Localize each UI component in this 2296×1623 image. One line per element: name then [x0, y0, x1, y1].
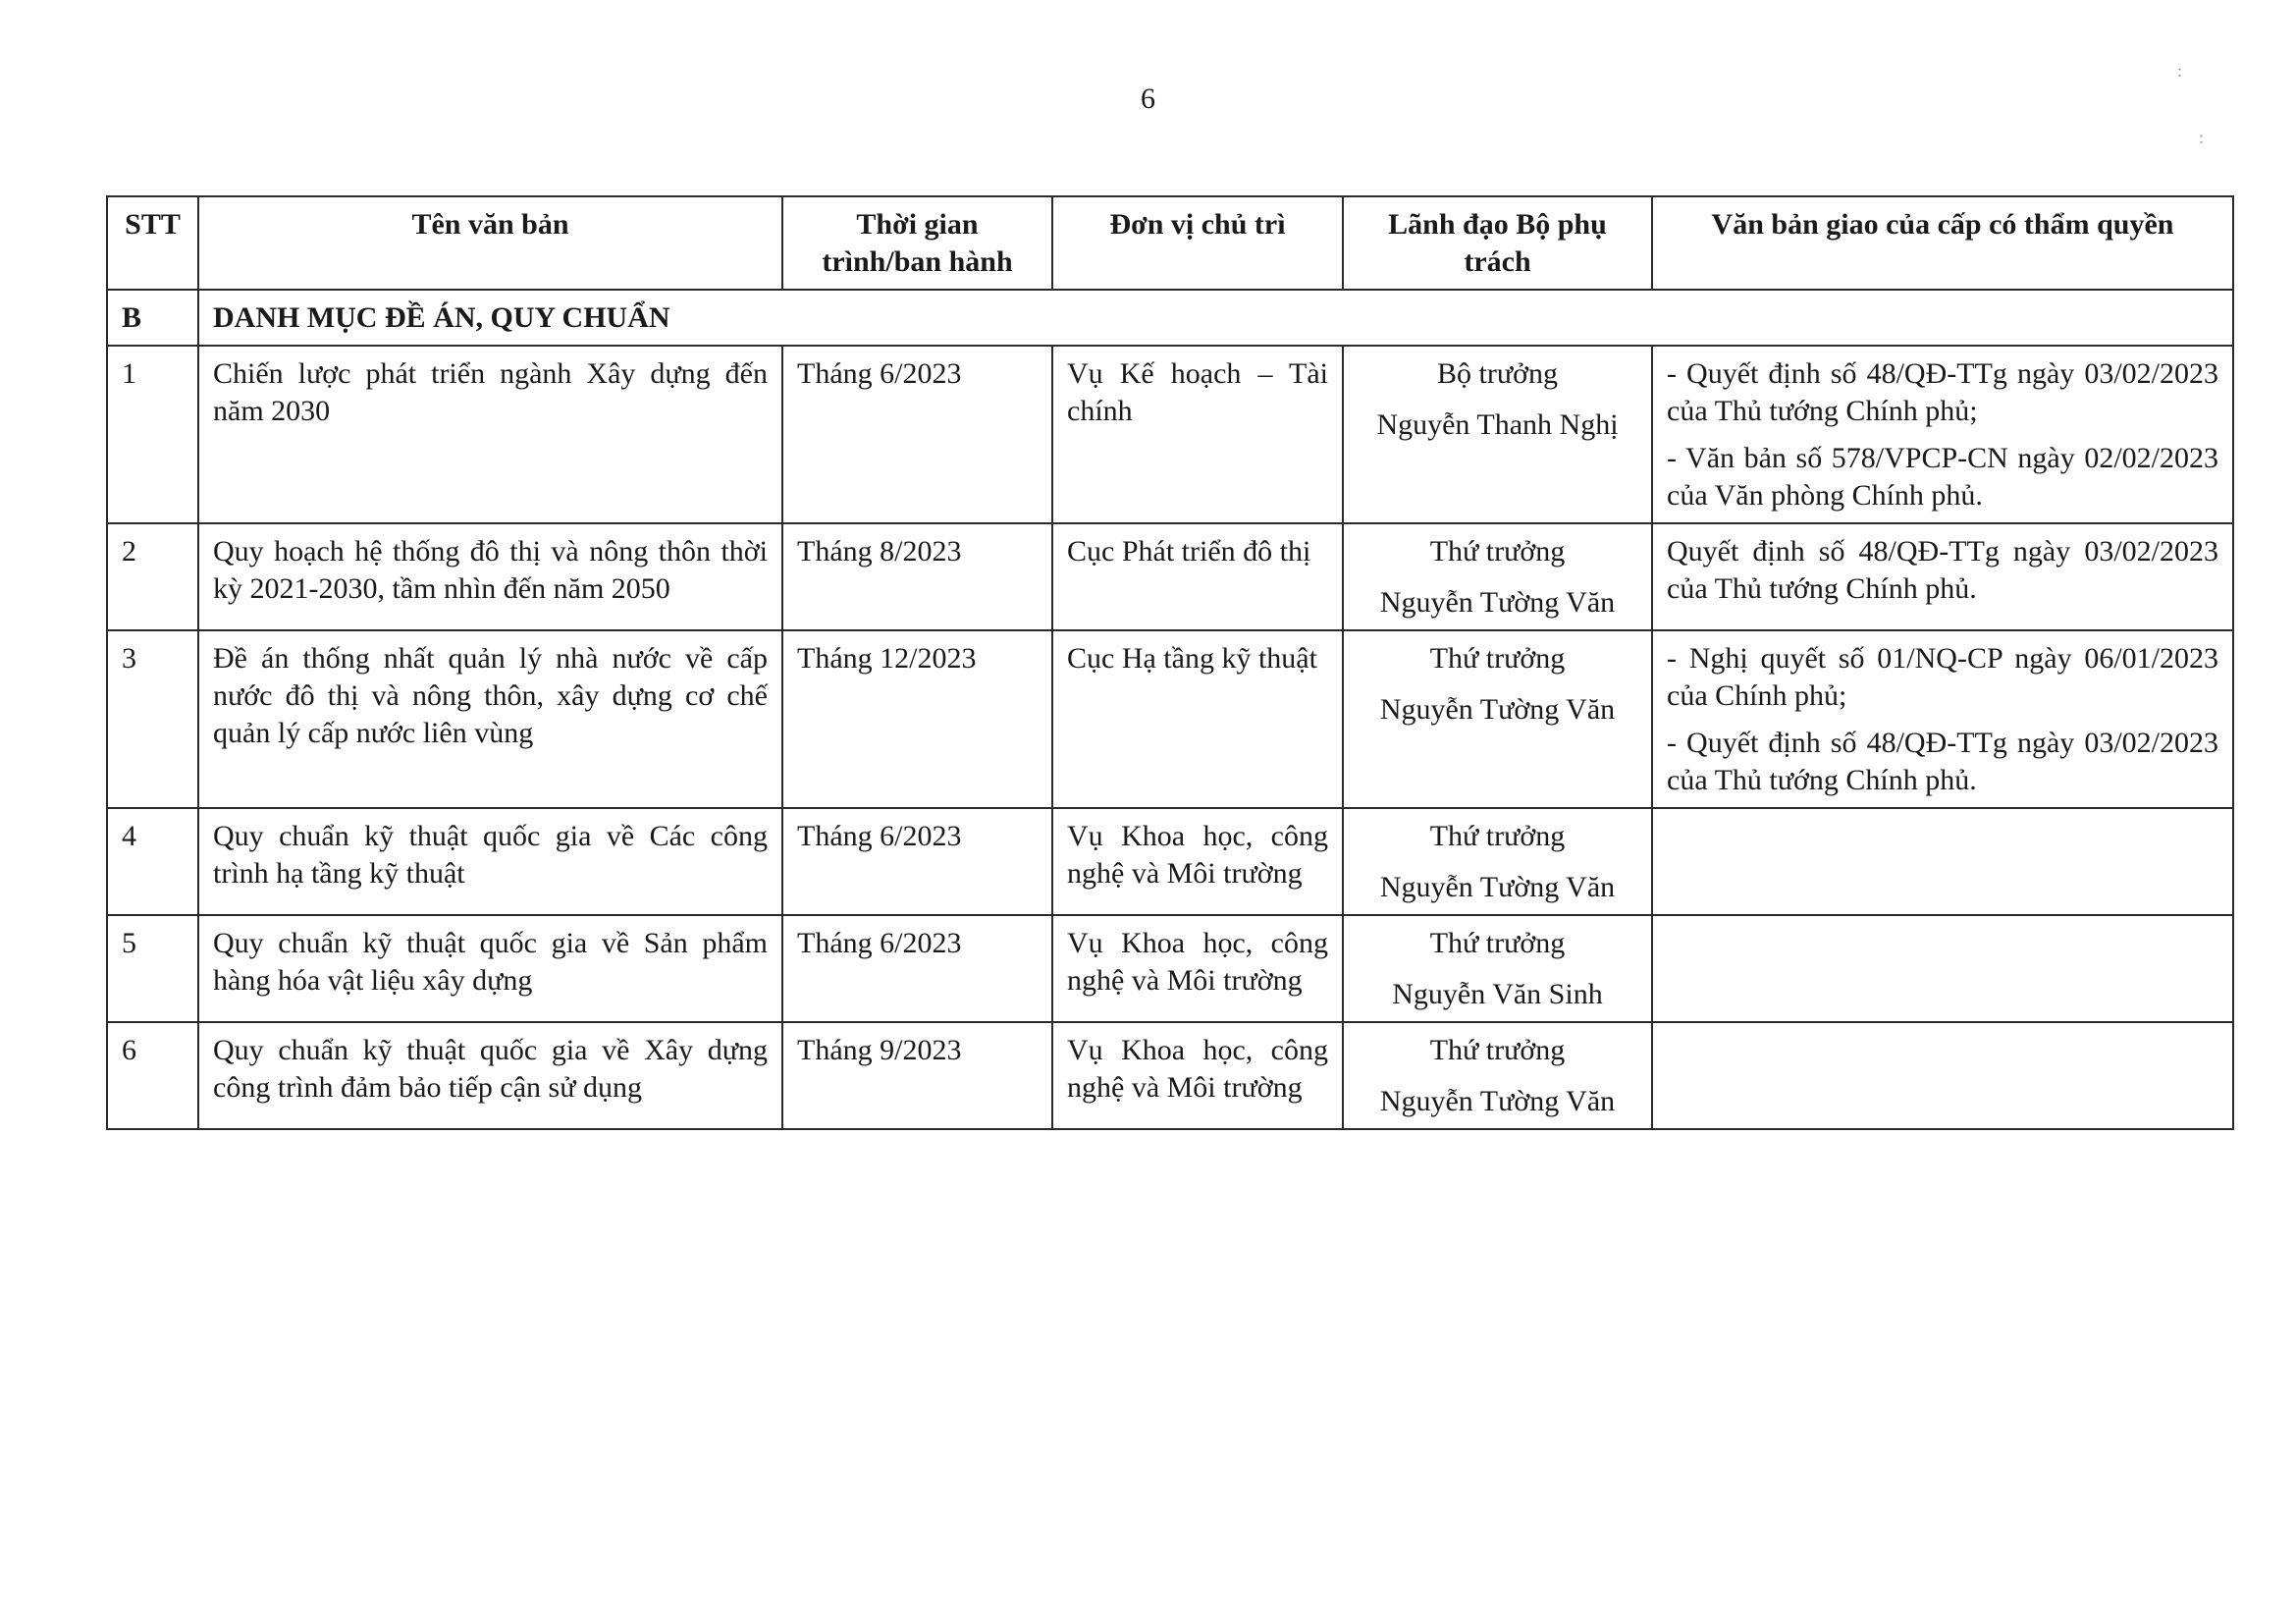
- table-header-row: [107, 196, 2233, 290]
- row-lead: [1343, 523, 1652, 630]
- row-stt: 4: [107, 808, 198, 915]
- reference-item: Quyết định số 48/QĐ-TTg ngày 03/02/2023 của Thủ tướng Chính phủ.: [1667, 535, 2218, 605]
- row-time: Tháng 8/2023: [782, 523, 1052, 630]
- table-row: [107, 523, 2233, 630]
- header-name: Tên văn bản: [198, 196, 782, 290]
- row-unit: Vụ Kế hoạch – Tài chính: [1052, 346, 1343, 523]
- table-row: [107, 915, 2233, 1022]
- row-time: Tháng 6/2023: [782, 915, 1052, 1022]
- row-name: Quy chuẩn kỹ thuật quốc gia về Các công trình hạ tầng kỹ thuật: [198, 808, 782, 915]
- lead-title: Thứ trưởng: [1429, 820, 1566, 852]
- row-lead: [1343, 808, 1652, 915]
- lead-name: Nguyễn Tường Văn: [1379, 586, 1616, 619]
- row-stt: 2: [107, 523, 198, 630]
- table-row: [107, 630, 2233, 808]
- table-row: [107, 808, 2233, 915]
- lead-title: Thứ trưởng: [1429, 1034, 1566, 1066]
- lead-name: Nguyễn Thanh Nghị: [1376, 408, 1619, 441]
- row-unit: Cục Phát triển đô thị: [1052, 523, 1343, 630]
- header-unit: Đơn vị chủ trì: [1052, 196, 1343, 290]
- document-table: [106, 195, 2234, 1130]
- row-lead: [1343, 346, 1652, 523]
- row-time: Tháng 6/2023: [782, 808, 1052, 915]
- row-time: Tháng 12/2023: [782, 630, 1052, 808]
- lead-title: Thứ trưởng: [1429, 642, 1566, 675]
- scan-mark: :: [2177, 61, 2183, 81]
- lead-name: Nguyễn Tường Văn: [1379, 693, 1616, 726]
- row-name: Đề án thống nhất quản lý nhà nước về cấp nước đô thị và nông thôn, xây dựng cơ chế quản lý cấp nước liên vùng: [198, 630, 782, 808]
- reference-item: - Nghị quyết số 01/NQ-CP ngày 06/01/2023 của Chính phủ;: [1667, 642, 2218, 712]
- reference-item: - Văn bản số 578/VPCP-CN ngày 02/02/2023 của Văn phòng Chính phủ.: [1667, 442, 2218, 512]
- row-name: Quy chuẩn kỹ thuật quốc gia về Sản phẩm hàng hóa vật liệu xây dựng: [198, 915, 782, 1022]
- reference-item: - Quyết định số 48/QĐ-TTg ngày 03/02/2023 của Thủ tướng Chính phủ.: [1667, 727, 2218, 796]
- header-ref: Văn bản giao của cấp có thẩm quyền: [1652, 196, 2233, 290]
- scan-mark: :: [2199, 128, 2205, 147]
- table-row: [107, 346, 2233, 523]
- row-lead: [1343, 630, 1652, 808]
- lead-name: Nguyễn Tường Văn: [1379, 1085, 1616, 1117]
- row-unit: Vụ Khoa học, công nghệ và Môi trường: [1052, 808, 1343, 915]
- row-refs: [1652, 523, 2233, 630]
- header-stt: STT: [107, 196, 198, 290]
- row-unit: Vụ Khoa học, công nghệ và Môi trường: [1052, 915, 1343, 1022]
- row-refs: [1652, 1022, 2233, 1129]
- header-time: Thời gian trình/ban hành: [782, 196, 1052, 290]
- row-time: Tháng 6/2023: [782, 346, 1052, 523]
- lead-title: Bộ trưởng: [1437, 357, 1558, 390]
- row-stt: 1: [107, 346, 198, 523]
- row-time: Tháng 9/2023: [782, 1022, 1052, 1129]
- row-refs: [1652, 630, 2233, 808]
- section-row: [107, 290, 2233, 346]
- row-lead: [1343, 1022, 1652, 1129]
- row-name: Quy hoạch hệ thống đô thị và nông thôn thời kỳ 2021-2030, tầm nhìn đến năm 2050: [198, 523, 782, 630]
- row-name: Quy chuẩn kỹ thuật quốc gia về Xây dựng công trình đảm bảo tiếp cận sử dụng: [198, 1022, 782, 1129]
- section-title: DANH MỤC ĐỀ ÁN, QUY CHUẨN: [198, 290, 2233, 346]
- lead-name: Nguyễn Văn Sinh: [1392, 978, 1603, 1010]
- reference-item: - Quyết định số 48/QĐ-TTg ngày 03/02/2023 của Thủ tướng Chính phủ;: [1667, 357, 2218, 427]
- table-row: [107, 1022, 2233, 1129]
- header-lead: Lãnh đạo Bộ phụ trách: [1343, 196, 1652, 290]
- row-stt: 6: [107, 1022, 198, 1129]
- row-refs: [1652, 808, 2233, 915]
- row-name: Chiến lược phát triển ngành Xây dựng đến năm 2030: [198, 346, 782, 523]
- section-code: B: [107, 290, 198, 346]
- row-refs: [1652, 915, 2233, 1022]
- row-stt: 3: [107, 630, 198, 808]
- row-refs: [1652, 346, 2233, 523]
- row-lead: [1343, 915, 1652, 1022]
- row-stt: 5: [107, 915, 198, 1022]
- page-number: 6: [1141, 82, 1155, 115]
- lead-title: Thứ trưởng: [1429, 927, 1566, 959]
- row-unit: Cục Hạ tầng kỹ thuật: [1052, 630, 1343, 808]
- row-unit: Vụ Khoa học, công nghệ và Môi trường: [1052, 1022, 1343, 1129]
- lead-title: Thứ trưởng: [1429, 535, 1566, 568]
- lead-name: Nguyễn Tường Văn: [1379, 871, 1616, 903]
